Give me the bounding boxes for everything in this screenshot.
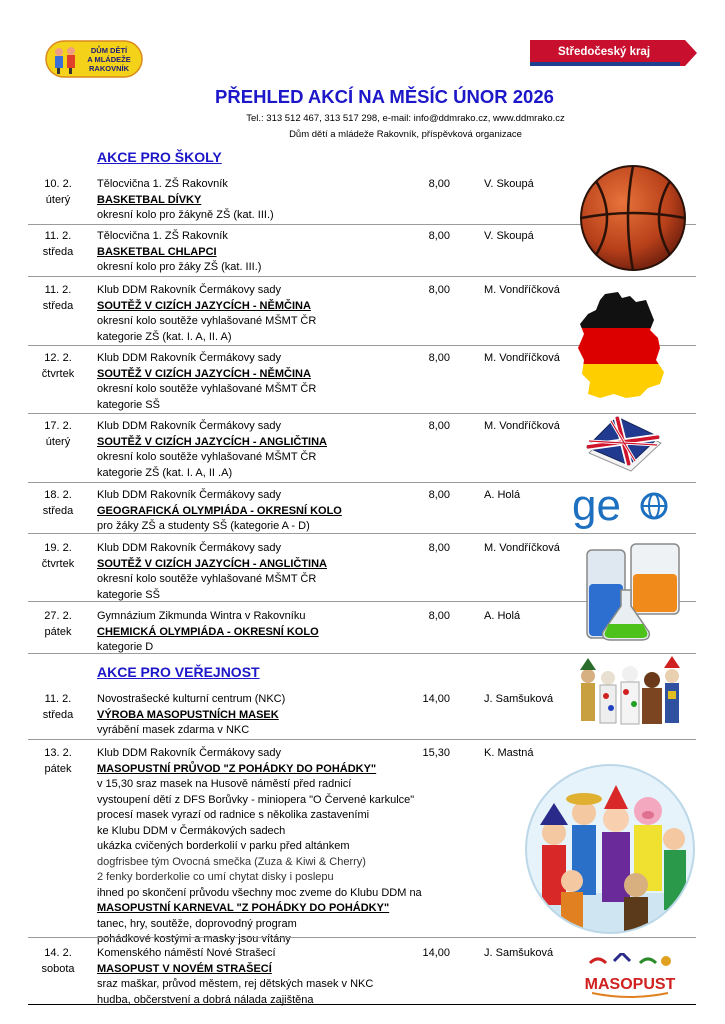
event-organizer: V. Skoupá — [484, 178, 534, 190]
event-date: 27. 2. — [44, 610, 72, 622]
event-name: GEOGRAFICKÁ OLYMPIÁDA - OKRESNÍ KOLO — [97, 504, 342, 517]
event-name: CHEMICKÁ OLYMPIÁDA - OKRESNÍ KOLO — [97, 625, 319, 638]
event-time: 14,00 — [422, 693, 450, 705]
carnival-masks-image — [576, 656, 684, 739]
event-date: 17. 2. — [44, 420, 72, 432]
event-name: SOUTĚŽ V CIZÍCH JAZYCÍCH - ANGLIČTINA — [97, 435, 327, 448]
event-organizer: M. Vondříčková — [484, 542, 560, 554]
separator — [28, 482, 696, 483]
event-detail: kategorie ZŠ (kat. I. A, II .A) — [97, 466, 233, 479]
event-venue: Klub DDM Rakovník Čermákovy sady — [97, 542, 282, 554]
separator — [28, 739, 696, 740]
section-title-schools: AKCE PRO ŠKOLY — [97, 149, 222, 165]
event-time: 15,30 — [422, 747, 450, 759]
event-time: 8,00 — [428, 420, 450, 432]
event-weekday: čtvrtek — [41, 368, 75, 380]
event-weekday: středa — [42, 709, 74, 721]
event-weekday: pátek — [44, 763, 72, 775]
event-weekday: středa — [42, 300, 74, 312]
event-date: 13. 2. — [44, 747, 72, 759]
event-detail: okresní kolo soutěže vyhlašované MŠMT ČR — [97, 573, 317, 585]
event-name: MASOPUST V NOVÉM STRAŠECÍ — [97, 962, 272, 975]
event-weekday: středa — [42, 246, 74, 258]
geo-logo-text: ge — [572, 484, 621, 530]
event-name: SOUTĚŽ V CIZÍCH JAZYCÍCH - NĚMČINA — [97, 299, 311, 312]
event-detail: kategorie ZŠ (kat. I. A, II. A) — [97, 330, 232, 343]
event-organizer: M. Vondříčková — [484, 284, 560, 296]
event-venue: Komenského náměstí Nové Strašecí — [97, 947, 276, 959]
chemistry-flasks-image — [583, 540, 683, 650]
event-organizer: A. Holá — [484, 489, 521, 501]
event-date: 14. 2. — [44, 947, 72, 959]
event-time: 8,00 — [428, 230, 450, 242]
event-venue: Gymnázium Zikmunda Wintra v Rakovníku — [97, 610, 306, 622]
event-name: VÝROBA MASOPUSTNÍCH MASEK — [97, 708, 279, 721]
event-organizer: M. Vondříčková — [484, 420, 560, 432]
event-date: 18. 2. — [44, 489, 72, 501]
basketball-image — [578, 163, 688, 278]
event-weekday: středa — [42, 505, 74, 517]
event-detail: sraz maškar, průvod městem, rej dětských masek v NKC — [97, 978, 374, 990]
event-time: 14,00 — [422, 947, 450, 959]
event-weekday: úterý — [45, 436, 71, 448]
event-date: 19. 2. — [44, 542, 72, 554]
event-organizer: M. Vondříčková — [484, 352, 560, 364]
event-detail: v 15,30 sraz masek na Husově náměstí před radnicí — [97, 778, 352, 790]
event-organizer: J. Samšuková — [484, 947, 554, 959]
event-organizer: K. Mastná — [484, 747, 534, 759]
event-detail: kategorie SŠ — [97, 398, 160, 411]
event-detail: ke Klubu DDM v Čermákových sadech — [97, 824, 286, 837]
event-date: 12. 2. — [44, 352, 72, 364]
event-organizer: V. Skoupá — [484, 230, 534, 242]
event-detail: ukázka cvičených borderkolií v parku před altánkem — [97, 840, 350, 852]
event-detail: vystoupení dětí z DFS Borůvky - miniopera "O Červené karkulce" — [97, 793, 415, 806]
event-detail: kategorie D — [97, 641, 154, 653]
event-weekday: úterý — [45, 194, 71, 206]
event-detail: okresní kolo soutěže vyhlašované MŠMT ČR — [97, 451, 317, 463]
event-venue: Klub DDM Rakovník Čermákovy sady — [97, 489, 282, 501]
event-time: 8,00 — [428, 284, 450, 296]
event-venue: Klub DDM Rakovník Čermákovy sady — [97, 352, 282, 364]
event-name: MASOPUSTNÍ KARNEVAL "Z POHÁDKY DO POHÁDKY" — [97, 902, 390, 914]
event-time: 8,00 — [428, 610, 450, 622]
event-detail: procesí masek vyrazí od radnice s několika zastaveními — [97, 809, 370, 821]
event-name: BASKETBAL CHLAPCI — [97, 245, 217, 258]
carnival-parade-image — [524, 763, 696, 940]
page-title: PŘEHLED AKCÍ NA MĚSÍC ÚNOR 2026 — [215, 86, 554, 107]
event-detail: hudba, občerstvení a dobrá nálada zajištěna — [97, 993, 314, 1006]
event-organizer: J. Samšuková — [484, 693, 554, 705]
event-venue: Klub DDM Rakovník Čermákovy sady — [97, 420, 282, 432]
event-detail: dogfrisbee tým Ovocná smečka (Zuza & Kiwi & Cherry) — [97, 855, 366, 868]
event-venue: Klub DDM Rakovník Čermákovy sady — [97, 284, 282, 296]
event-name: MASOPUSTNÍ PRŮVOD "Z POHÁDKY DO POHÁDKY" — [97, 762, 377, 775]
event-time: 8,00 — [428, 542, 450, 554]
event-detail: ihned po skončení průvodu všechny moc zveme do Klubu DDM na — [97, 886, 422, 899]
union-jack-book-image — [583, 413, 665, 480]
masopust-logo-text: MASOPUST — [584, 976, 676, 993]
region-logo — [530, 40, 697, 66]
event-organizer: A. Holá — [484, 610, 521, 622]
germany-map-flag-image — [570, 290, 670, 407]
event-venue: Novostrašecké kulturní centrum (NKC) — [97, 693, 286, 705]
logo-line-1: DŮM DĚTÍ — [90, 46, 128, 55]
event-detail: okresní kolo soutěže vyhlašované MŠMT ČR — [97, 383, 317, 395]
event-date: 10. 2. — [44, 178, 72, 190]
event-detail: okresní kolo pro žákyně ZŠ (kat. III.) — [97, 209, 274, 221]
event-weekday: sobota — [41, 963, 75, 975]
organization-line: Dům dětí a mládeže Rakovník, příspěvková organizace — [289, 129, 522, 140]
logo-line-2: A MLÁDEŽE — [87, 55, 131, 64]
contact-line: Tel.: 313 512 467, 313 517 298, e-mail: info@ddmrako.cz, www.ddmrako.cz — [246, 113, 565, 124]
event-time: 8,00 — [428, 489, 450, 501]
event-venue: Klub DDM Rakovník Čermákovy sady — [97, 747, 282, 759]
event-detail: vyrábění masek zdarma v NKC — [97, 724, 250, 736]
event-detail: kategorie SŠ — [97, 588, 160, 601]
event-description — [97, 746, 507, 948]
event-venue: Tělocvična 1. ZŠ Rakovník — [97, 178, 228, 190]
event-detail: okresní kolo pro žáky ZŠ (kat. III.) — [97, 261, 262, 273]
event-date: 11. 2. — [44, 284, 72, 296]
event-detail: okresní kolo soutěže vyhlašované MŠMT ČR — [97, 315, 317, 327]
event-weekday: pátek — [44, 626, 72, 638]
event-detail: tanec, hry, soutěže, doprovodný program — [97, 917, 297, 930]
ddm-logo — [45, 40, 143, 78]
masopust-logo-image — [584, 953, 676, 1006]
event-weekday: čtvrtek — [41, 558, 75, 570]
event-date: 11. 2. — [44, 230, 72, 242]
region-name: Středočeský kraj — [557, 46, 651, 58]
event-time: 8,00 — [428, 178, 450, 190]
event-name: SOUTĚŽ V CIZÍCH JAZYCÍCH - ANGLIČTINA — [97, 557, 327, 570]
event-name: SOUTĚŽ V CIZÍCH JAZYCÍCH - NĚMČINA — [97, 367, 311, 380]
event-detail: pohádkové kostými a masky jsou vítány — [97, 933, 291, 945]
geo-logo-image — [572, 484, 676, 537]
event-detail: 2 fenky borderkolie co umí chytat disky i poslepu — [97, 871, 334, 883]
separator — [28, 653, 696, 654]
event-detail: pro žáky ZŠ a studenty SŠ (kategorie A - D) — [97, 520, 310, 532]
event-date: 11. 2. — [44, 693, 72, 705]
section-title-public: AKCE PRO VEŘEJNOST — [97, 664, 260, 680]
logo-line-3: RAKOVNÍK — [88, 64, 130, 73]
event-name: BASKETBAL DÍVKY — [97, 193, 202, 206]
event-venue: Tělocvična 1. ZŠ Rakovník — [97, 230, 228, 242]
event-time: 8,00 — [428, 352, 450, 364]
